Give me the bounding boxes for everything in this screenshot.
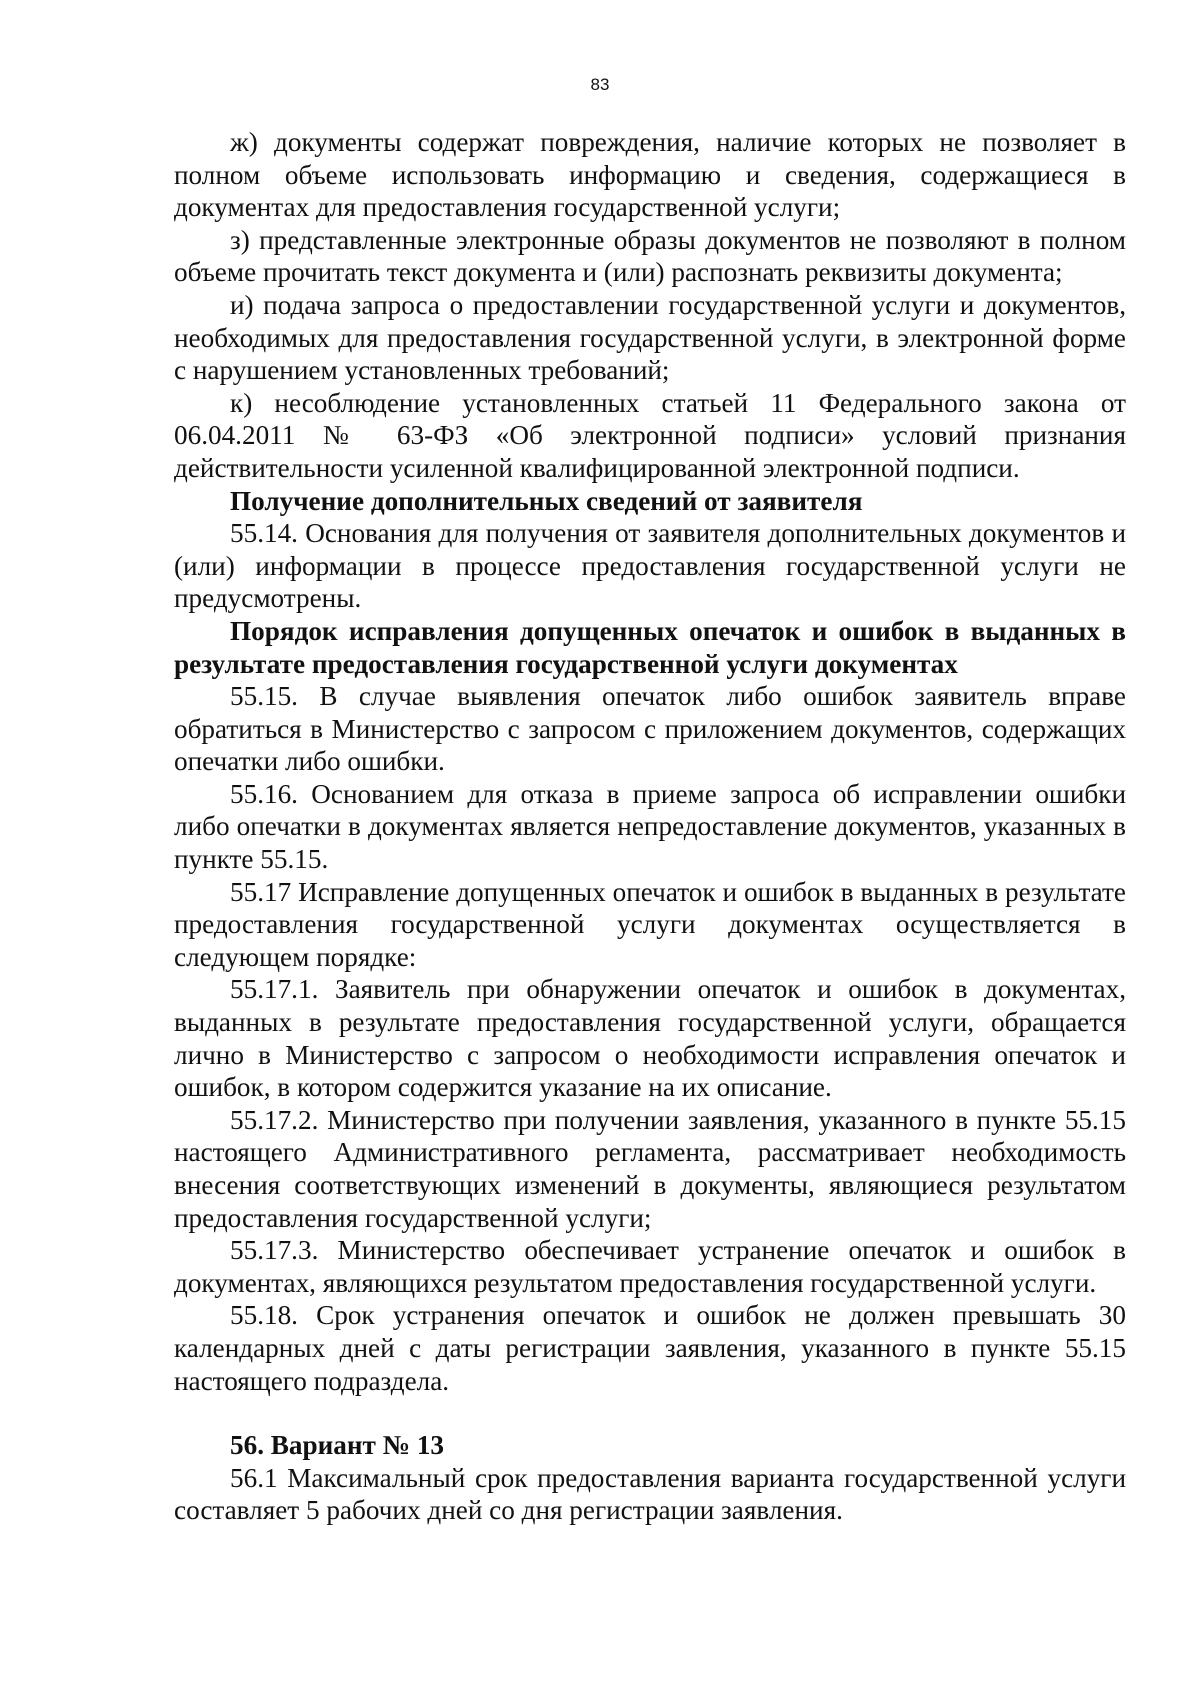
page-number: 83 [590,75,610,94]
paragraph-i: и) подача запроса о предоставлении государственной услуги и документов, необходимых для предоставления государственной услуги, в электронной форме с нарушением установленных требований; [174,289,1126,386]
paragraph-55-14: 55.14. Основания для получения от заявителя дополнительных документов и (или) информации в процессе предоставления государственной услуги не предусмотрены. [174,518,1126,614]
document-body [174,126,1126,1527]
section-gap [174,1397,1126,1429]
paragraph-zh: ж) документы содержат повреждения, наличие которых не позволяет в полном объеме использовать информацию и сведения, содержащиеся в документах для предоставления государственной услуги; [174,127,1126,223]
paragraph-55-18: 55.18. Срок устранения опечаток и ошибок не должен превышать 30 календарных дней с даты регистрации заявления, указанного в пункте 55.15 настоящего подраздела. [174,1300,1126,1396]
heading-corrections: Порядок исправления допущенных опечаток и ошибок в выданных в результате предоставления государственной услуги документах [174,615,1126,679]
paragraph-55-17: 55.17 Исправление допущенных опечаток и ошибок в выданных в результате предоставления государственной услуги документах осуществляется в следующем порядке: [174,876,1126,972]
paragraph-55-15: 55.15. В случае выявления опечаток либо ошибок заявитель вправе обратиться в Министерство с запросом с приложением документов, содержащих опечатки либо ошибки. [174,681,1126,777]
heading-additional-info: Получение дополнительных сведений от заявителя [230,485,863,516]
paragraph-55-16: 55.16. Основанием для отказа в приеме запроса об исправлении ошибки либо опечатки в документах является непредоставление документов, указанных в пункте 55.15. [174,778,1126,875]
paragraph-56-1: 56.1 Максимальный срок предоставления варианта государственной услуги составляет 5 рабочих дней со дня регистрации заявления. [174,1462,1126,1526]
paragraph-55-17-3: 55.17.3. Министерство обеспечивает устранение опечаток и ошибок в документах, являющихся результатом предоставления государственной услуги. [174,1235,1126,1298]
paragraph-55-17-2: 55.17.2. Министерство при получении заявления, указанного в пункте 55.15 настоящего Административного регламента, рассматривает необходимость внесения соответствующих изменений в документы, являющиеся результатом предоставления государственной услуги; [174,1104,1126,1233]
paragraph-z: з) представленные электронные образы документов не позволяют в полном объеме прочитать текст документа и (или) распознать реквизиты документа; [174,224,1126,288]
paragraph-k: к) несоблюдение установленных статьей 11 Федерального закона от 06.04.2011 № 63-ФЗ «Об электронной подписи» условий признания действительности усиленной квалифицированной электронной подписи. [174,387,1126,483]
paragraph-55-17-1: 55.17.1. Заявитель при обнаружении опечаток и ошибок в документах, выданных в результате предоставления государственной услуги, обращается лично в Министерство с запросом о необходимости исправления опечаток и ошибок, в котором содержится указание на их описание. [174,974,1126,1103]
section-heading-56: 56. Вариант № 13 [230,1430,445,1461]
